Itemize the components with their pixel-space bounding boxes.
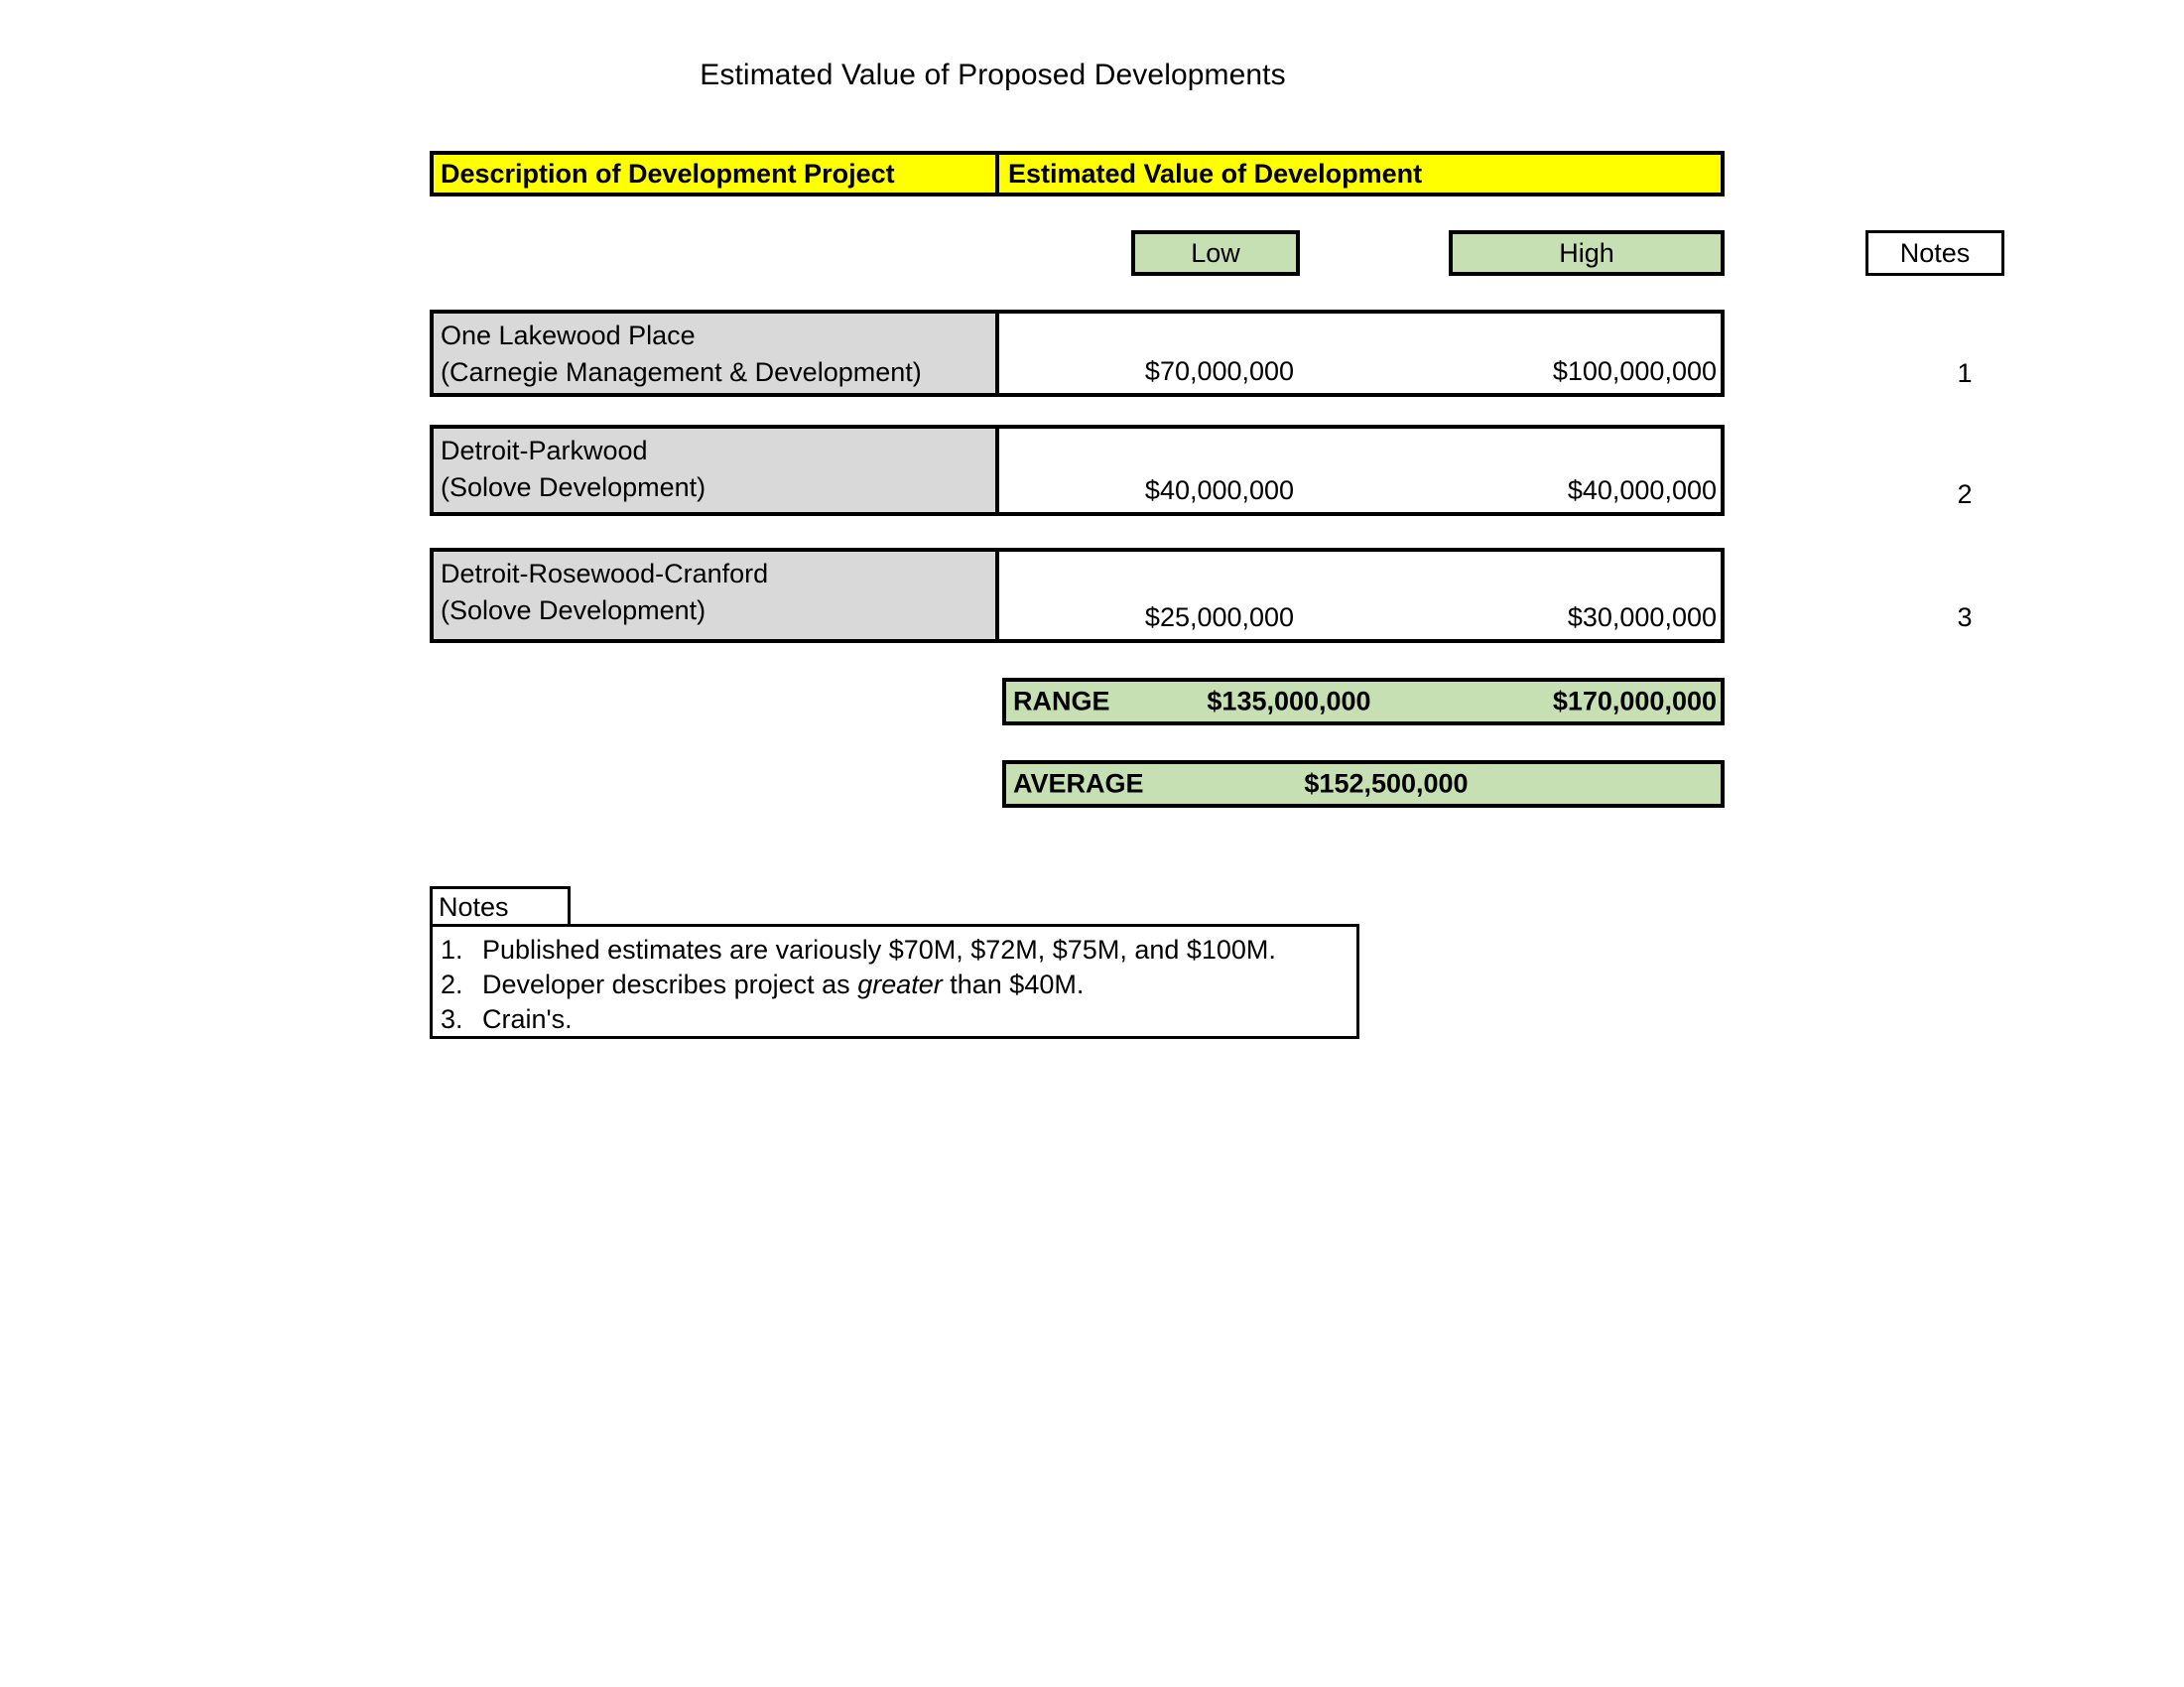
notes-block-heading (430, 886, 571, 924)
note-reference-1: 1 (1957, 358, 1973, 388)
note-item-1 (441, 933, 1356, 968)
value-high-1: $100,000,000 (1552, 356, 1717, 386)
note-item-2-text-before: Developer describes project as (482, 970, 858, 999)
summary-range-high: $170,000,000 (1552, 686, 1717, 716)
note-item-2 (441, 968, 1356, 1002)
value-low-2: $40,000,000 (1144, 475, 1295, 505)
project-name-1: One Lakewood Place (441, 321, 696, 350)
page-title (0, 58, 2184, 93)
header-description-of-development-project (430, 151, 998, 196)
project-developer-2: (Solove Development) (441, 472, 707, 502)
table-row-label-1 (430, 310, 998, 397)
value-low-3: $25,000,000 (1144, 602, 1295, 632)
table-row-values-2 (995, 425, 1725, 516)
value-low-1: $70,000,000 (1144, 356, 1295, 386)
note-item-2-emphasis: greater (857, 970, 943, 999)
note-item-2-number: 2. (441, 970, 463, 999)
note-reference-3: 3 (1957, 602, 1973, 632)
value-high-3: $30,000,000 (1567, 602, 1717, 632)
project-developer-1: (Carnegie Management & Development) (441, 357, 922, 387)
note-reference-2: 2 (1957, 479, 1973, 509)
column-header-notes (1865, 230, 2004, 276)
header-estimated-value-of-development (995, 151, 1725, 196)
column-header-notes-label: Notes (1899, 238, 1971, 268)
column-header-high-label: High (1559, 238, 1614, 268)
table-row-values-1 (995, 310, 1725, 397)
table-row-label-3 (430, 548, 998, 643)
column-header-low-label: Low (1191, 238, 1240, 268)
project-name-2: Detroit-Parkwood (441, 436, 648, 465)
summary-range-label: RANGE (1013, 686, 1110, 716)
project-name-3: Detroit-Rosewood-Cranford (441, 559, 769, 588)
note-item-1-number: 1. (441, 935, 463, 965)
page-title-text: Estimated Value of Proposed Developments (700, 59, 1286, 91)
summary-average-value: $152,500,000 (1304, 768, 1469, 799)
value-high-2: $40,000,000 (1567, 475, 1717, 505)
header-description-label: Description of Development Project (441, 159, 895, 189)
note-item-3-text: Crain's. (482, 1004, 573, 1034)
summary-range-low: $135,000,000 (1207, 686, 1371, 716)
note-item-1-text: Published estimates are variously $70M, $72M, $75M, and $100M. (482, 935, 1276, 965)
column-header-low (1131, 230, 1300, 276)
notes-block-body (430, 924, 1359, 1039)
table-row-values-3 (995, 548, 1725, 643)
table-row-label-2 (430, 425, 998, 516)
summary-average-label: AVERAGE (1013, 768, 1144, 799)
project-developer-3: (Solove Development) (441, 595, 707, 625)
summary-range-row (1002, 678, 1725, 725)
column-header-high (1449, 230, 1725, 276)
note-item-2-text-after: than $40M. (942, 970, 1085, 999)
note-item-3-number: 3. (441, 1004, 463, 1034)
notes-block-heading-label: Notes (439, 891, 509, 922)
summary-average-row (1002, 760, 1725, 808)
header-estimated-value-label: Estimated Value of Development (1008, 159, 1423, 189)
note-item-3 (441, 1002, 1356, 1037)
